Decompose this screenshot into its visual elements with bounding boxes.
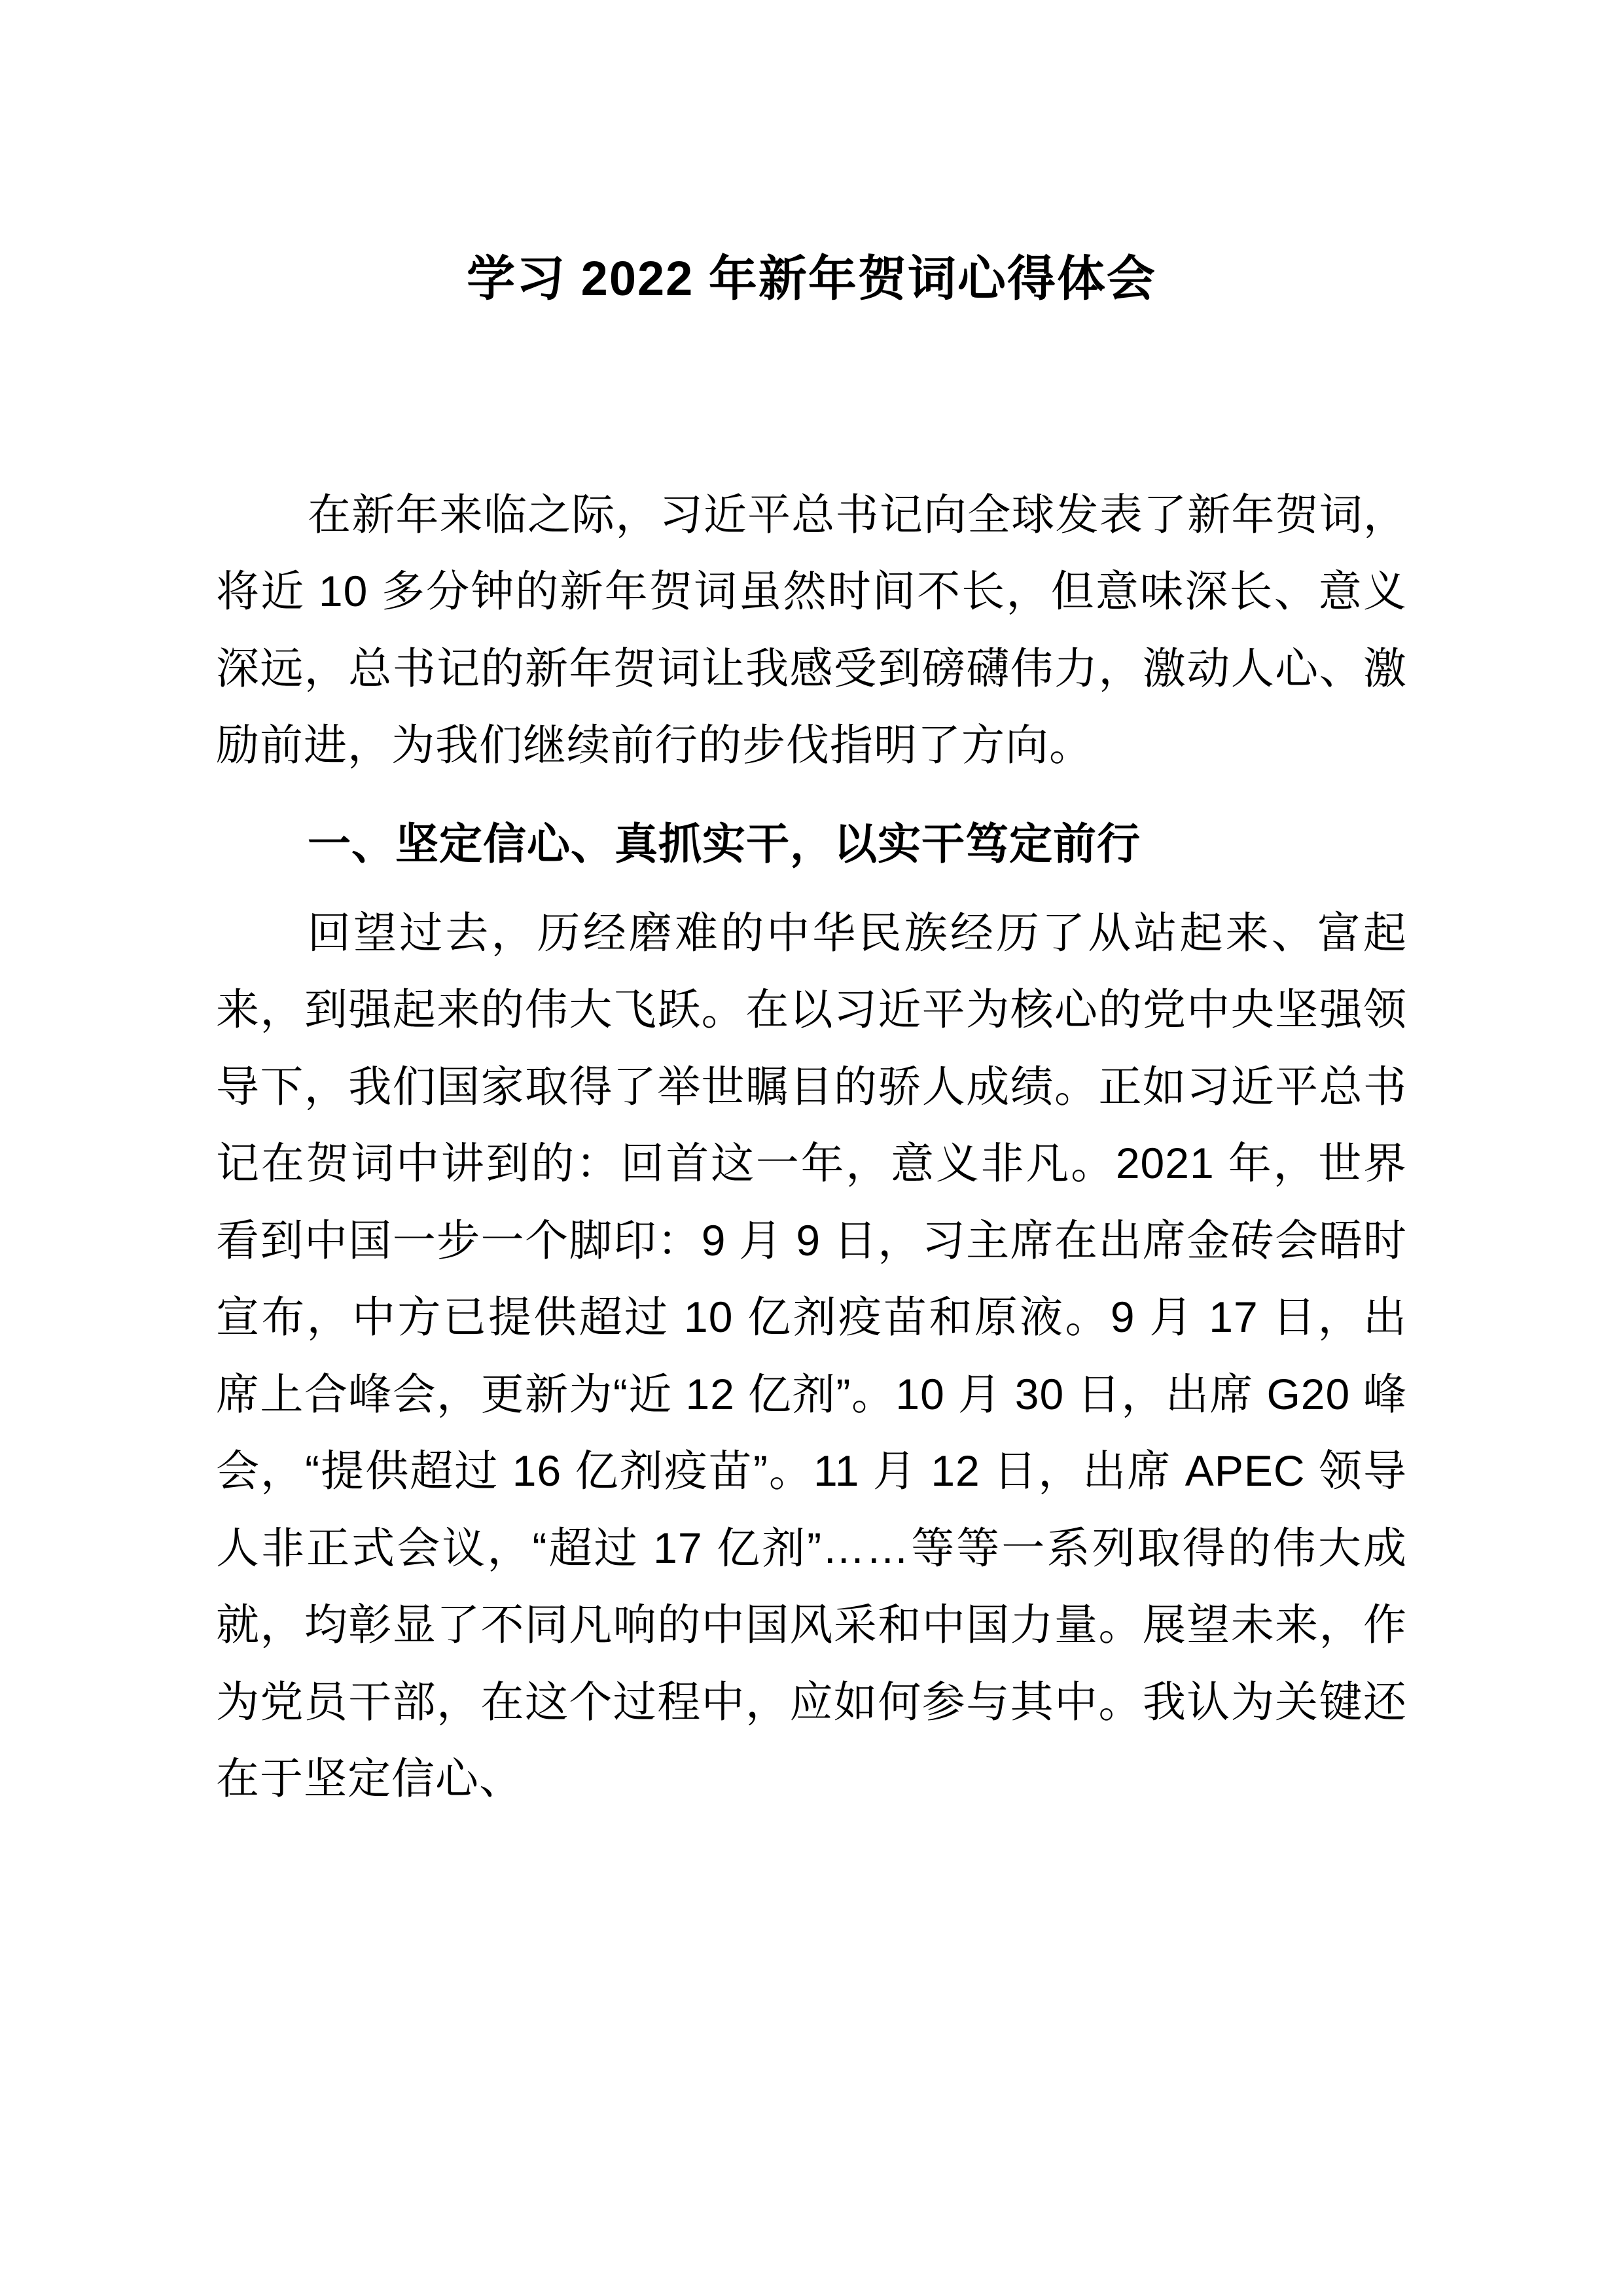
- section-heading-one: 一、坚定信心、真抓实干，以实干笃定前行: [308, 819, 1141, 869]
- page-title: 学习 2022 年新年贺词心得体会: [467, 251, 1156, 306]
- paragraph-section-one-body: 回望过去，历经磨难的中华民族经历了从站起来、富起来，到强起来的伟大飞跃。在以习近平为核心的党中央坚强领导下，我们国家取得了举世瞩目的骄人成绩。正如习近平总书记在贺词中讲到的：回首这一年，意义非凡。2021 年，世界看到中国一步一个脚印：9 月 9 日，习主席在出席金砖会晤时宣布，中方已提供超过 10 亿剂疫苗和原液。9 月 17 日，出席上合峰会，更新为“近 12 亿剂”。10 月 30 日，出席 G20 峰会，“提供超过 16 亿剂疫苗”。11 月 12 日，出席 APEC 领导人非正式会议，“超过 17 亿剂”……等等一系列取得的伟大成就，均彰显了不同凡响的中国风采和中国力量。展望未来，作为党员干部，在这个过程中，应如何参与其中。我认为关键还在于坚定信心、: [216, 908, 1407, 1803]
- paragraph-intro: 在新年来临之际，习近平总书记向全球发表了新年贺词，将近 10 多分钟的新年贺词虽然时间不长，但意味深长、意义深远，总书记的新年贺词让我感受到磅礴伟力，激动人心、激励前进，为我们继续前行的步伐指明了方向。: [216, 490, 1407, 769]
- title-spacer: [216, 313, 1407, 476]
